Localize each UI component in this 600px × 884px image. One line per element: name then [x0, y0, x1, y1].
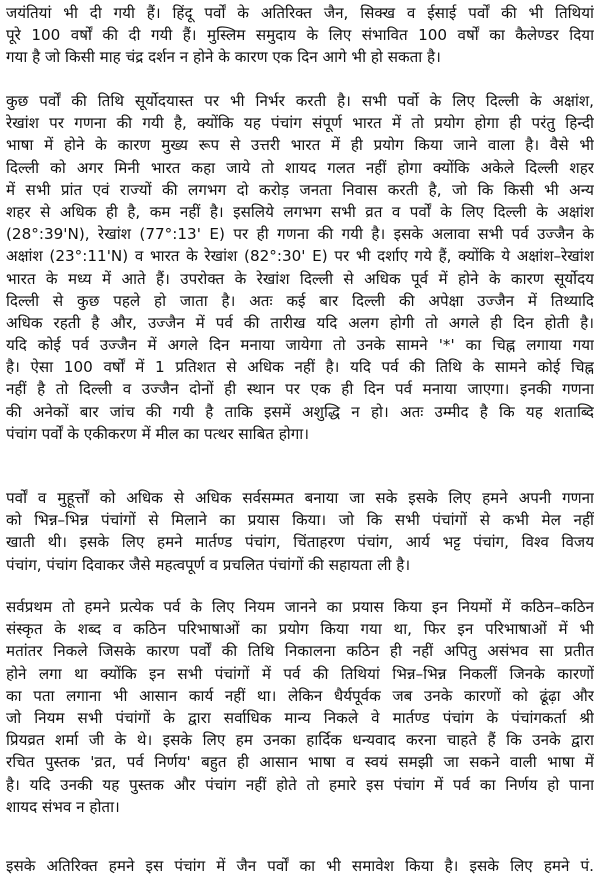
text-line: संस्कृत के शब्द व कठिन परिभाषाओं का प्रयोग किया गया था, फिर इन परिभाषाओं में भी: [6, 620, 594, 639]
text-line: दिल्ली को अगर मिनी भारत कहा जाये तो शायद गलत नहीं होगा क्योंकि अकेले दिल्ली शहर: [6, 158, 594, 177]
paragraph-festivals-intro: [0, 2, 600, 69]
text-line: इसके अतिरिक्त हमने इस पंचांग में जैन पर्वों का भी समावेश किया है। इसके लिए हमने पं.: [6, 857, 594, 875]
text-line: मतांतर निकले जिसके कारण पर्वों की तिथि निकालना कठिन ही नहीं अपितु असंभव सा प्रतीत: [6, 642, 594, 661]
text-line: खाती थी। इसके लिए हमने मार्तण्ड पंचांग, चिंताहरण पंचांग, आर्य भट्ट पंचांग, विश्व विजय: [6, 533, 594, 552]
text-line: दिल्ली से कुछ पहले हो जाता है। अतः कई बार दिल्ली की अपेक्षा उज्जैन में तिथ्यादि: [6, 291, 594, 310]
paragraph-rules-research: [0, 596, 600, 818]
text-line: गया है जो किसी माह चंद्र दर्शन न होने के कारण एक दिन आगे भी हो सकता है।: [6, 48, 441, 67]
text-line: भारत के मध्य में आते हैं। उपरोक्त के रेखांश दिल्ली से अधिक पूर्व में होने के कारण सूर्योदय: [6, 269, 594, 288]
text-line: नहीं है तो दिल्ली व उज्जैन दोनों ही स्थान पर एक ही दिन पर्व मनाया जाएगा। इनकी गणना: [6, 380, 594, 399]
text-line: जयंतियां भी दी गयी हैं। हिंदू पर्वों के अतिरिक्त जैन, सिक्ख व ईसाई पर्वों की भी तिथियां: [6, 4, 594, 22]
text-line: रचित पुस्तक 'व्रत, पर्व निर्णय' बहुत ही आसान भाषा व स्वयं समझी जा सकने वाली भाषा में: [6, 753, 594, 772]
text-line: (28°:39'N), रेखांश (77°:13' E) पर ही गणना की गयी है। इसके अलावा सभी पर्व उज्जैन के: [6, 225, 594, 244]
text-line: रेखांश पर गणना की गयी है, क्योंकि यह पंचांग संपूर्ण भारत में तो प्रयोग होगा ही परंतु हिन्दी: [6, 114, 594, 133]
paragraph-jain-festivals: [0, 855, 600, 877]
text-line: होने लगा था क्योंकि इन सभी पंचांगों में पर्व की तिथियां भिन्न–भिन्न निकलीं जिनके कारणों: [6, 664, 594, 683]
text-line: की अनेकों बार जांच की गयी है ताकि इसमें अशुद्धि न हो। अतः उम्मीद है कि यह शताब्दि: [6, 402, 594, 421]
paragraph-sunrise-calculation: [0, 90, 600, 445]
text-line: पूरे 100 वर्षों की दी गयी हैं। मुस्लिम समुदाय के लिए संभावित 100 वर्षों का कैलेण्डर दिया: [6, 26, 594, 45]
text-line: अधिक रहती है और, उज्जैन में पर्व की तारीख यदि अलग होगी तो अगले ही दिन होती है।: [6, 313, 594, 332]
text-line: शहर से अधिक ही है, कम नहीं है। इसलिये लगभग सभी व्रत व पर्वों के लिए दिल्ली के अक्षांश: [6, 202, 594, 221]
text-line: शायद संभव न होता।: [6, 797, 120, 816]
text-line: भाषा में होने के कारण मुख्य रूप से उत्तरी भारत में ही प्रयोग किया जाने वाला है। वैसे भी: [6, 136, 594, 155]
text-line: कुछ पर्वों की तिथि सूर्योदयास्त पर भी निर्भर करती है। सभी पर्वो के लिए दिल्ली के अक्षांश,: [6, 92, 594, 110]
text-line: जो नियम सभी पंचांगों के द्वारा सर्वाधिक मान्य निकले वे मार्तण्ड पंचांग के पंचांगकर्ता श्री: [6, 708, 594, 727]
text-line: प्रियव्रत शर्मा जी के थे। इसके लिए हम उनका हार्दिक धन्यवाद करना चाहते हैं कि उनके द्वारा: [6, 731, 594, 750]
text-line: पंचांग पर्वों के एकीकरण में मील का पत्थर साबित होगा।: [6, 424, 309, 443]
text-line: पंचांग, पंचांग दिवाकर जैसे महत्वपूर्ण व प्रचलित पंचांगों की सहायता ली है।: [6, 555, 411, 574]
text-line: पर्वों व मुहूर्त्तों को अधिक से अधिक सर्वसम्मत बनाया जा सके इसके लिए हमने अपनी गणना: [6, 489, 594, 507]
text-line: यदि कोई पर्व उज्जैन में अगले दिन मनाया जायेगा तो उनके सामने '*' का चिह्न लगाया गया: [6, 336, 594, 355]
text-line: सर्वप्रथम तो हमने प्रत्येक पर्व के लिए नियम जानने का प्रयास किया इन नियमों में कठिन–कठिन: [6, 598, 594, 616]
paragraph-panchang-comparison: [0, 487, 600, 576]
text-line: का पता लगाना भी आसान कार्य नहीं था। लेकिन धैर्यपूर्वक जब उनके कारणों को ढूंढ़ा और: [6, 686, 594, 705]
text-line: में सभी प्रांत एवं राज्यों की लगभग दो करोड़ जनता निवास करती है, जो कि किसी भी अन्य: [6, 180, 594, 199]
text-line: है। यदि उनकी यह पुस्तक और पंचांग नहीं होते तो हमारे इस पंचांग में पर्व का निर्णय हो पाना: [6, 775, 594, 794]
text-line: को भिन्न–भिन्न पंचांगों से मिलाने का प्रयास किया। जो कि सभी पंचांगों से कभी मेल नहीं: [6, 511, 594, 530]
text-line: अक्षांश (23°:11'N) व भारत के रेखांश (82°:30' E) पर भी दर्शाए गये हैं, क्योंकि ये अक्षांश–रेखांश: [6, 247, 594, 266]
text-line: है। ऐसा 100 वर्षों में 1 प्रतिशत से अधिक नहीं है। यदि पर्व की तिथि के सामने कोई चिह्न: [6, 358, 594, 377]
